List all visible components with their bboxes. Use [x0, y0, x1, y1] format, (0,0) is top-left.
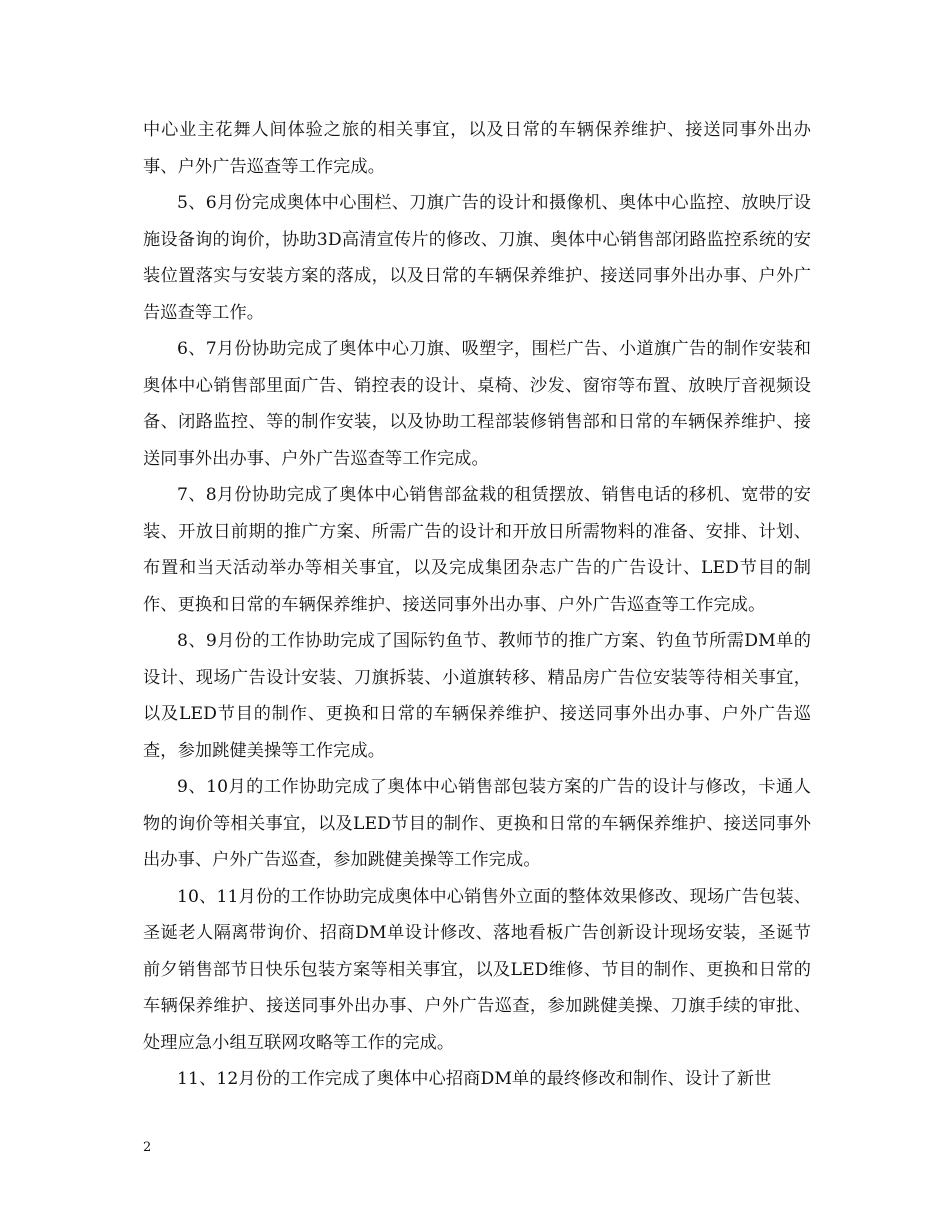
- paragraph-8: 11、12月份的工作完成了奥体中心招商DM单的最终修改和制作、设计了新世: [177, 1069, 772, 1089]
- paragraph-6: 9、10月的工作协助完成了奥体中心销售部包装方案的广告的设计与修改，卡通人物的询价等相关事宜，以及LED节目的制作、更换和日常的车辆保养维护、接送同事外出办事、户外广告巡查，参加跳健美操等工作完成。: [143, 777, 811, 870]
- paragraph-4: 7、8月份协助完成了奥体中心销售部盆栽的租赁摆放、销售电话的移机、宽带的安装、开放日前期的推广方案、所需广告的设计和开放日所需物料的准备、安排、计划、布置和当天活动举办等相关事宜，以及完成集团杂志广告的广告设计、LED节目的制作、更换和日常的车辆保养维护、接送同事外出办事、户外广告巡查等工作完成。: [143, 485, 811, 615]
- paragraph-2: 5、6月份完成奥体中心围栏、刀旗广告的设计和摄像机、奥体中心监控、放映厅设施设备询的询价，协助3D高清宣传片的修改、刀旗、奥体中心销售部闭路监控系统的安装位置落实与安装方案的落成，以及日常的车辆保养维护、接送同事外出办事、户外广告巡查等工作。: [143, 193, 811, 323]
- page-number: 2: [143, 1140, 152, 1155]
- paragraph-1: 中心业主花舞人间体验之旅的相关事宜，以及日常的车辆保养维护、接送同事外出办事、户外广告巡查等工作完成。: [143, 120, 811, 177]
- paragraph-3: 6、7月份协助完成了奥体中心刀旗、吸塑字，围栏广告、小道旗广告的制作安装和奥体中心销售部里面广告、销控表的设计、桌椅、沙发、窗帘等布置、放映厅音视频设备、闭路监控、等的制作安装，以及协助工程部装修销售部和日常的车辆保养维护、接送同事外出办事、户外广告巡查等工作完成。: [143, 339, 811, 469]
- paragraph-7: 10、11月份的工作协助完成奥体中心销售外立面的整体效果修改、现场广告包装、圣诞老人隔离带询价、招商DM单设计修改、落地看板广告创新设计现场安装，圣诞节前夕销售部节日快乐包装方案等相关事宜，以及LED维修、节目的制作、更换和日常的车辆保养维护、接送同事外出办事、户外广告巡查，参加跳健美操、刀旗手续的审批、处理应急小组互联网攻略等工作的完成。: [143, 886, 811, 1053]
- paragraph-5: 8、9月份的工作协助完成了国际钓鱼节、教师节的推广方案、钓鱼节所需DM单的设计、现场广告设计安装、刀旗拆装、小道旗转移、精品房广告位安装等待相关事宜，以及LED节目的制作、更换和日常的车辆保养维护、接送同事外出办事、户外广告巡查，参加跳健美操等工作完成。: [143, 631, 811, 761]
- document-body: [143, 112, 811, 1098]
